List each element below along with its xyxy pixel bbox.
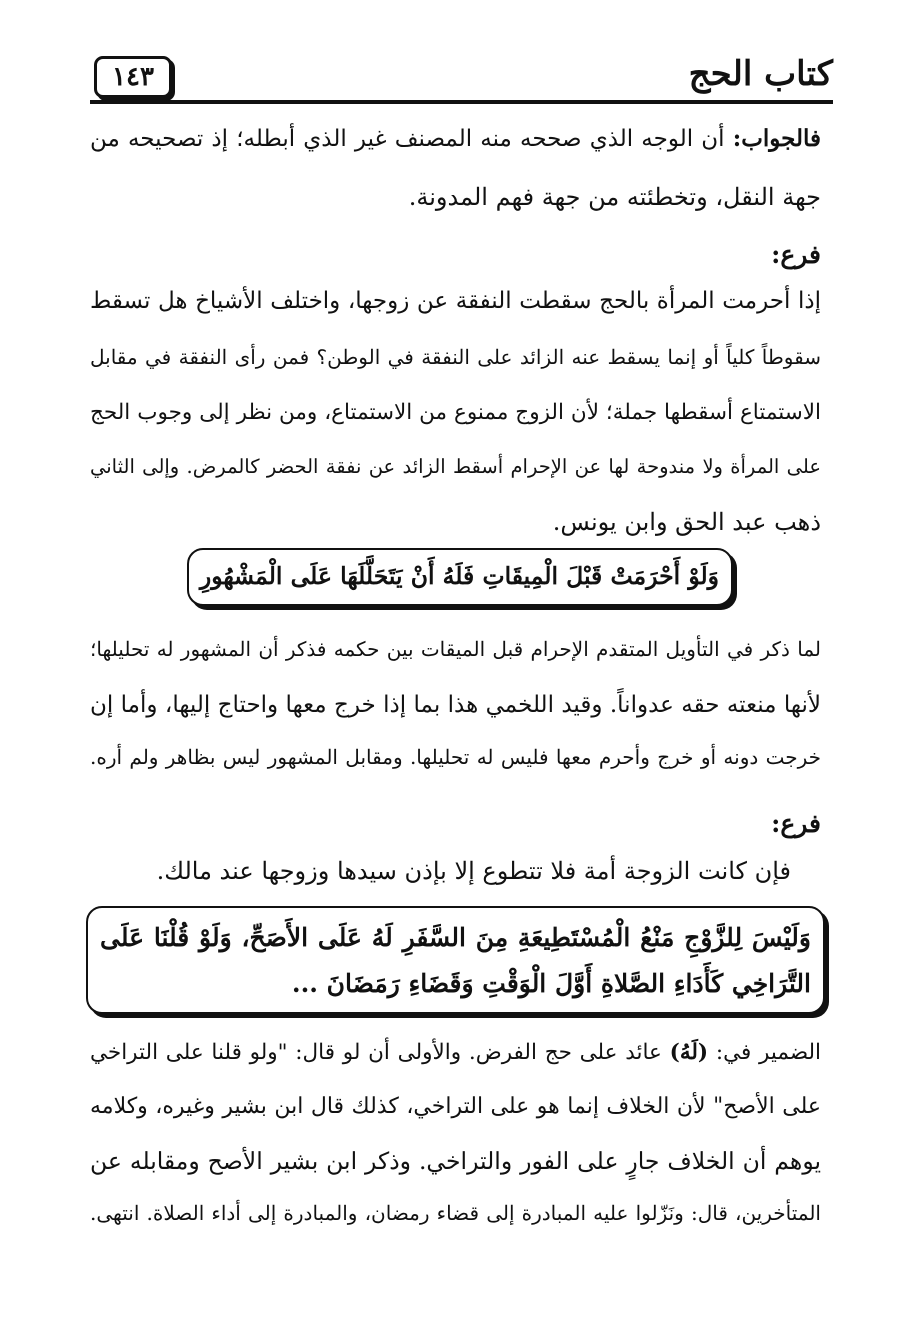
commentary-line: المتأخرين، قال: ونَزّلوا عليه المبادرة إلى قضاء رمضان، والمبادرة إلى أداء الصلاة. انتهى. [90,1201,821,1225]
commentary-line [90,1036,821,1070]
commentary-line: يوهم أن الخلاف جارٍ على الفور والتراخي. وذكر ابن بشير الأصح ومقابله عن [90,1147,821,1175]
section-heading-far-1: فرع: [771,240,821,269]
paragraph-line: ذهب عبد الحق وابن يونس. [552,508,821,536]
quoted-word: (لَهُ) [669,1040,709,1065]
paragraph-line: سقوطاً كلياً أو إنما يسقط عنه الزائد على النفقة في الوطن؟ فمن رأى النفقة في مقابل [90,345,821,369]
commentary-line: لأنها منعته حقه عدواناً. وقيد اللخمي هذا بما إذا خرج معها واحتاج إليها، وأما إن [90,692,821,718]
paragraph-line: إذا أحرمت المرأة بالحج سقطت النفقة عن زوجها، واختلف الأشياخ هل تسقط [90,288,821,314]
commentary-text: عائد على حج الفرض. والأولى أن لو قال: "ولو قلنا على التراخي [90,1040,662,1065]
matn-box-1 [187,548,733,606]
answer-line-2: جهة النقل، وتخطئته من جهة فهم المدونة. [408,183,821,211]
paragraph-line: فإن كانت الزوجة أمة فلا تتطوع إلا بإذن سيدها وزوجها عند مالك. [156,857,791,885]
commentary-lead: الضمير في: [715,1040,821,1065]
matn-line: وَلَيْسَ لِلزَّوْجِ مَنْعُ الْمُسْتَطِيعَةِ مِنَ السَّفَرِ لَهُ عَلَى الأَصَحِّ، وَلَوْ قُلْنَا عَلَى [100,923,811,952]
commentary-line: خرجت دونه أو خرج وأحرم معها فليس له تحليلها. ومقابل المشهور ليس بظاهر ولم أره. [90,745,821,769]
matn-line: التَّرَاخِي كَأَدَاءِ الصَّلاةِ أَوَّلَ الْوَقْتِ وَقَضَاءِ رَمَضَانَ ... [291,969,811,998]
commentary-line: على الأصح" لأن الخلاف إنما هو على التراخي، كذلك قال ابن بشير وغيره، وكلامه [90,1094,821,1119]
book-title: كتاب الحج [688,54,833,94]
matn-box-2 [86,906,825,1014]
paragraph-line: الاستمتاع أسقطها جملة؛ لأن الزوج ممنوع من الاستمتاع، ومن نظر إلى وجوب الحج [90,400,821,425]
answer-text: أن الوجه الذي صححه منه المصنف غير الذي أبطله؛ إذ تصحيحه من [90,126,725,152]
section-heading-far-2: فرع: [771,809,821,838]
answer-lead: فالجواب: [732,125,822,152]
commentary-line: لما ذكر في التأويل المتقدم الإحرام قبل الميقات بين حكمه فذكر أن المشهور له تحليلها؛ [90,637,821,661]
matn-line: وَلَوْ أَحْرَمَتْ قَبْلَ الْمِيقَاتِ فَلَهُ أَنْ يَتَحَلَّلَهَا عَلَى الْمَشْهُورِ [199,562,719,590]
page-number: ١٤٣ [94,56,172,98]
paragraph-line: على المرأة ولا مندوحة لها عن الإحرام أسقط الزائد عن نفقة الحضر كالمرض. وإلى الثاني [90,455,821,478]
answer-line-1 [90,122,821,156]
running-header [90,50,833,104]
